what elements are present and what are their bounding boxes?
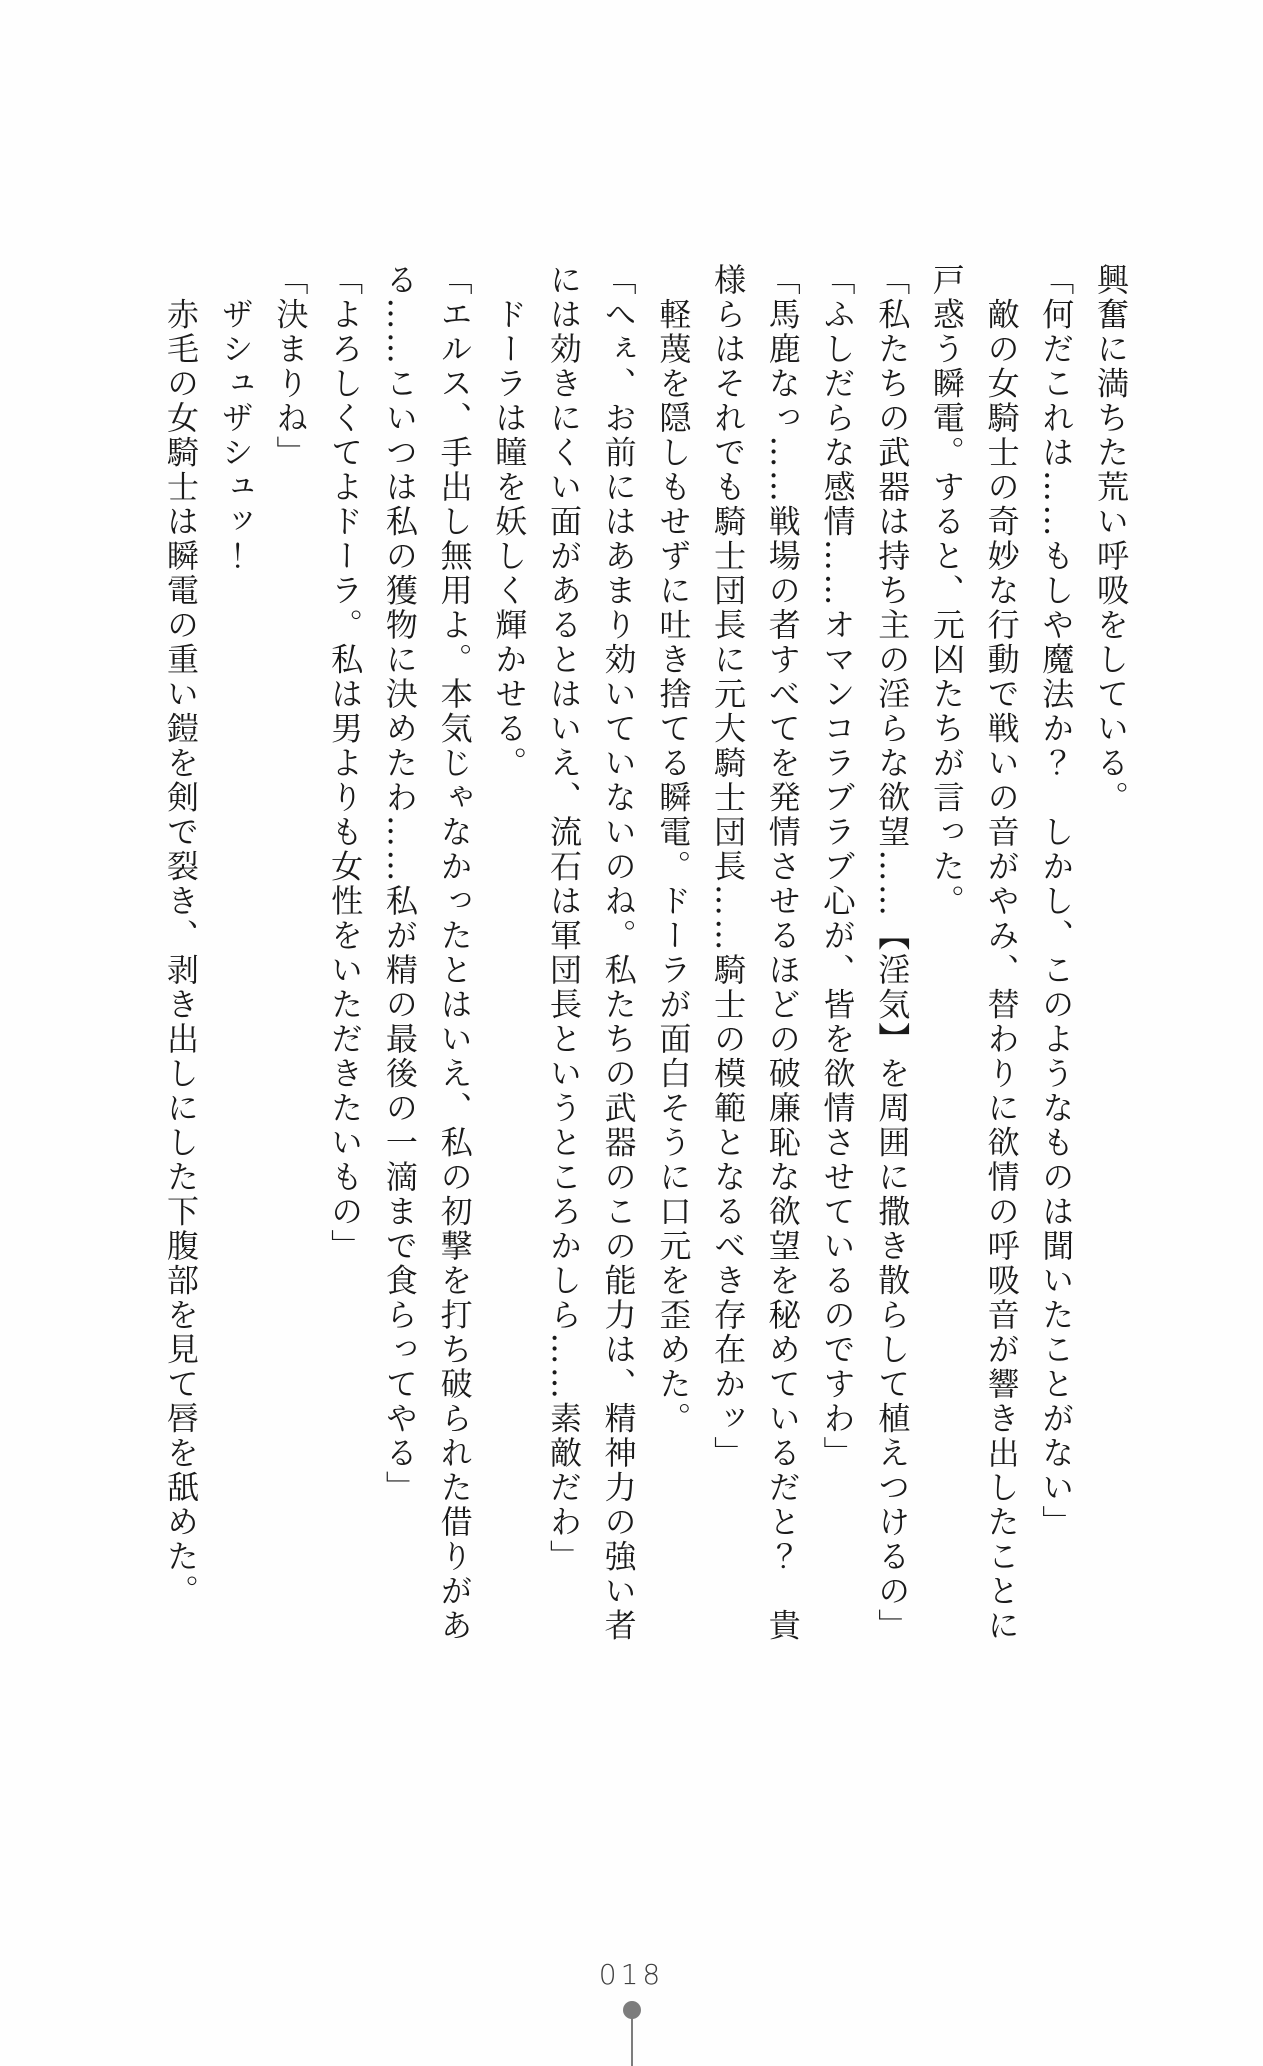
text-column: 「何だこれは……もしや魔法か？ しかし、このようなものは聞いたことがない」 — [1037, 263, 1076, 1540]
text-column: 「よろしくてよドーラ。私は男よりも女性をいただきたいもの」 — [326, 263, 365, 1264]
text-column: 敵の女騎士の奇妙な行動で戦いの音がやみ、替わりに欲情の呼吸音が響き出したことに — [982, 263, 1021, 1643]
text-column: る……こいつは私の獲物に決めたわ……私が精の最後の一滴まで食らってやる」 — [380, 263, 419, 1505]
text-column: 様らはそれでも騎士団長に元大騎士団長……騎士の模範となるべき存在かッ」 — [709, 263, 748, 1471]
text-column: 「エルス、手出し無用よ。本気じゃなかったとはいえ、私の初撃を打ち破られた借りがあ — [435, 263, 474, 1643]
text-column: 「へぇ、お前にはあまり効いていないのね。私たちの武器のこの能力は、精神力の強い者 — [599, 263, 638, 1643]
text-column: ザシュザシュッ！ — [216, 263, 255, 574]
text-column: 「私たちの武器は持ち主の淫らな欲望……【淫気】を周囲に撒き散らして植えつけるの」 — [873, 263, 912, 1643]
text-column: 「馬鹿なっ……戦場の者すべてを発情させるほどの破廉恥な欲望を秘めているだと？ 貴 — [763, 263, 802, 1643]
text-column: 「決まりね」 — [271, 263, 310, 470]
text-column: 興奮に満ちた荒い呼吸をしている。 — [1092, 263, 1130, 815]
text-column: 「ふしだらな感情……オマンコラブラブ心が、皆を欲情させているのですわ」 — [818, 263, 857, 1471]
footer-ornament-line — [631, 2012, 633, 2066]
text-column: 軽蔑を隠しもせずに吐き捨てる瞬電。ドーラが面白そうに口元を歪めた。 — [654, 263, 693, 1436]
vertical-text-block — [152, 263, 1138, 1645]
text-column: ドーラは瞳を妖しく輝かせる。 — [490, 263, 529, 781]
text-column: 戸惑う瞬電。すると、元凶たちが言った。 — [927, 263, 966, 919]
text-column: 赤毛の女騎士は瞬電の重い鎧を剣で裂き、剥き出しにした下腹部を見て唇を舐めた。 — [162, 263, 201, 1609]
page-number: 018 — [598, 1958, 665, 1991]
text-column: には効きにくい面があるとはいえ、流石は軍団長というところかしら……素敵だわ」 — [544, 263, 583, 1574]
